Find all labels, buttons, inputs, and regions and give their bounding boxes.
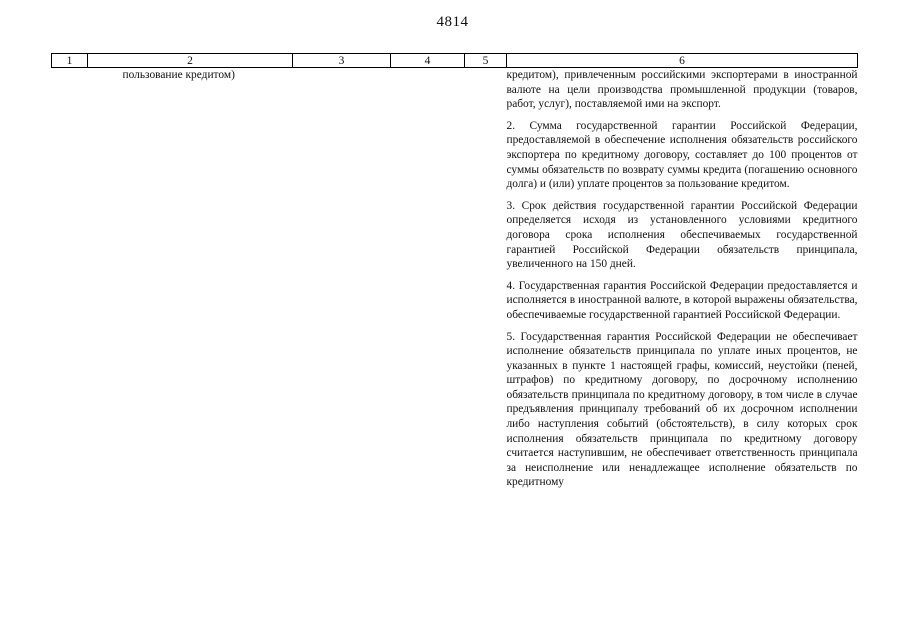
column-header-6: 6	[507, 54, 858, 68]
column-header-2: 2	[88, 54, 293, 68]
paragraph-continuation: кредитом), привлеченным российскими экспортерами в иностранной валюте на цели производства промышленной продукции (товаров, работ, услуг), поставляемой ими на экспорт.	[506, 69, 858, 111]
col2-text: пользование кредитом)	[122, 69, 235, 81]
paragraph-4: 4. Государственная гарантия Российской Федерации предоставляется и исполняется в иностранной валюте, в которой выражены обязательства, обеспечиваемые государственной гарантией Российской Федерации.	[506, 279, 858, 321]
document-table	[51, 53, 858, 490]
cell-col-2	[88, 68, 507, 491]
table-row	[52, 68, 858, 491]
cell-col-1	[52, 68, 88, 491]
column-header-5: 5	[465, 54, 507, 68]
paragraph-2: 2. Сумма государственной гарантии Российской Федерации, предоставляемой в обеспечение исполнения обязательств российского экспортера по кредитному договору, составляет до 100 процентов от суммы обязательств по возврату суммы кредита (погашению основного долга) и (или) уплате процентов за пользование кредитом.	[506, 119, 858, 191]
page-number: 4814	[436, 14, 469, 30]
column-header-1: 1	[52, 54, 88, 68]
paragraph-3: 3. Срок действия государственной гарантии Российской Федерации определяется исходя из установленного условиями кредитного договора срока исполнения обеспечиваемых государственной гарантией Российской Федерации обязательств принципала, увеличенного на 150 дней.	[506, 199, 858, 271]
column-header-4: 4	[391, 54, 465, 68]
column-header-3: 3	[293, 54, 391, 68]
cell-col-6	[507, 68, 858, 491]
column-number-row	[52, 54, 858, 68]
paragraph-5: 5. Государственная гарантия Российской Федерации не обеспечивает исполнение обязательств принципала по уплате иных процентов, не указанных в пункте 1 настоящей графы, комиссий, неустойки (пеней, штрафов) по кредитному договору, по досрочному исполнению обязательств принципала по кредитному договору, в том числе в случае предъявления принципалу требований об их досрочном исполнении либо наступления событий (обстоятельств), в силу которых срок исполнения обязательств принципала по кредитному договору считается наступившим, не обеспечивает ответственность принципала за неисполнение или ненадлежащее исполнение обязательств по кредитному	[506, 330, 858, 489]
